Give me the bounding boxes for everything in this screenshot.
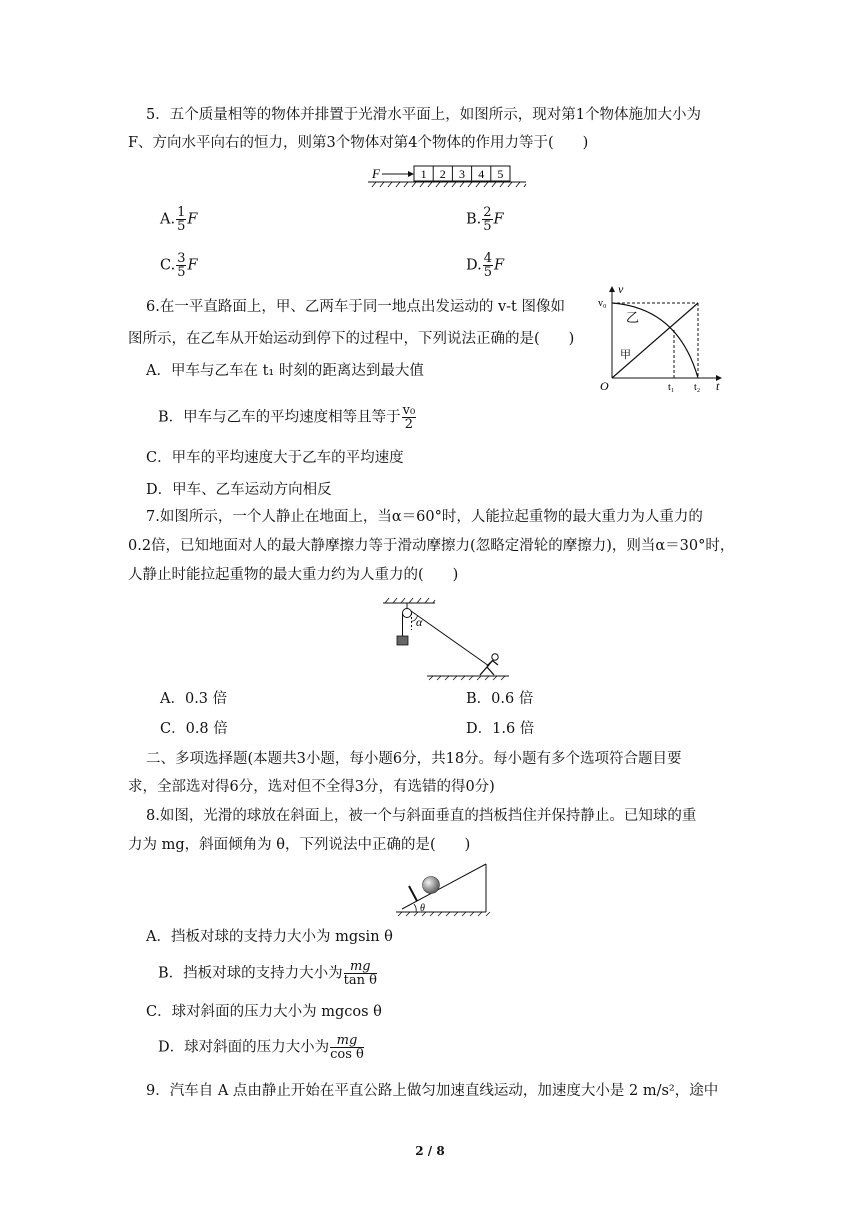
q8-option-b[interactable]: B．挡板对球的支持力大小为 $\frac{mg}{\text{tan θ}}$ bbox=[158, 959, 377, 988]
q6-option-b[interactable]: B．甲车与乙车的平均速度相等且等于 $\frac{\text{v₀}}{2}$ bbox=[158, 403, 416, 432]
theta-label: θ bbox=[420, 903, 425, 914]
q7-stem-line1: 7.如图所示，一个人静止在地面上，当α＝60°时，人能拉起重物的最大重力为人重力的 bbox=[146, 509, 703, 525]
q6-stem-line1: 6.在一平直路面上，甲、乙两车于同一地点出发运动的 v-t 图像如 bbox=[146, 299, 565, 315]
block-2: 2 bbox=[439, 167, 446, 181]
block-3: 3 bbox=[459, 167, 465, 181]
v0-label: v₀ bbox=[598, 298, 607, 309]
block-1: 1 bbox=[420, 167, 427, 181]
q5-stem-line1: 5．五个质量相等的物体并排置于光滑水平面上，如图所示，现对第1个物体施加大小为 bbox=[146, 107, 701, 123]
origin-label: O bbox=[600, 379, 609, 393]
q5-stem-line2: F、方向水平向右的恒力，则第3个物体对第4个物体的作用力等于( ) bbox=[128, 135, 589, 151]
t2-label: t₂ bbox=[694, 382, 701, 393]
q7-option-d[interactable]: D．1.6 倍 bbox=[466, 721, 535, 737]
t-axis-label: t bbox=[716, 379, 720, 393]
q7-stem-line2: 0.2倍，已知地面对人的最大静摩擦力等于滑动摩擦力(忽略定滑轮的摩擦力)，则当α＝30°时， bbox=[128, 538, 735, 554]
q6-option-a[interactable]: A．甲车与乙车在 t₁ 时刻的距离达到最大值 bbox=[146, 363, 424, 379]
q6-vt-graph bbox=[598, 284, 728, 394]
q5-blocks-figure bbox=[368, 163, 528, 189]
page-number: 2 / 8 bbox=[415, 1144, 445, 1158]
block-4: 4 bbox=[478, 167, 485, 181]
q8-option-c[interactable]: C．球对斜面的压力大小为 mgcos θ bbox=[146, 1004, 382, 1020]
q8-stem-line2: 力为 mg，斜面倾角为 θ，下列说法中正确的是( ) bbox=[128, 837, 471, 853]
force-label: F bbox=[372, 166, 380, 181]
q5-option-a[interactable]: A. $\frac{1}{5}$ F bbox=[160, 205, 198, 234]
section2-heading-line2: 求，全部选对得6分，选对但不全得3分，有选错的得0分) bbox=[128, 779, 495, 795]
q8-stem-line1: 8.如图，光滑的球放在斜面上，被一个与斜面垂直的挡板挡住并保持静止。已知球的重 bbox=[146, 808, 697, 824]
section2-heading: 二、多项选择题(本题共3小题，每小题6分，共18分。每小题有多个选项符合题目要 bbox=[146, 751, 682, 767]
q6-option-d[interactable]: D．甲车、乙车运动方向相反 bbox=[146, 482, 332, 498]
q8-incline-figure bbox=[394, 862, 496, 918]
v-axis-label: v bbox=[618, 282, 624, 296]
q5-option-b[interactable]: B. $\frac{2}{5}$ F bbox=[466, 205, 504, 234]
q8-option-d[interactable]: D．球对斜面的压力大小为 $\frac{mg}{\text{cos θ}}$ bbox=[158, 1033, 364, 1062]
q5-option-d[interactable]: D. $\frac{4}{5}$ F bbox=[466, 251, 505, 280]
yi-label: 乙 bbox=[626, 310, 640, 325]
q7-stem-line3: 人静止时能拉起重物的最大重力约为人重力的( ) bbox=[128, 567, 459, 583]
q8-option-a[interactable]: A．挡板对球的支持力大小为 mgsin θ bbox=[146, 929, 393, 945]
q5-option-c[interactable]: C. $\frac{3}{5}$ F bbox=[160, 251, 198, 280]
q7-option-b[interactable]: B．0.6 倍 bbox=[466, 691, 534, 707]
q6-stem-line2: 图所示，在乙车从开始运动到停下的过程中，下列说法正确的是( ) bbox=[128, 331, 575, 347]
q7-pulley-figure bbox=[383, 594, 513, 680]
q7-option-c[interactable]: C．0.8 倍 bbox=[160, 721, 228, 737]
jia-label: 甲 bbox=[620, 349, 631, 361]
t1-label: t₁ bbox=[668, 382, 675, 393]
alpha-label: α bbox=[416, 615, 423, 629]
line-jia bbox=[612, 303, 698, 378]
q6-option-c[interactable]: C．甲车的平均速度大于乙车的平均速度 bbox=[146, 450, 404, 466]
q7-option-a[interactable]: A．0.3 倍 bbox=[160, 691, 228, 707]
block-5: 5 bbox=[497, 167, 504, 181]
q9-stem-line1: 9．汽车自 A 点由静止开始在平直公路上做匀加速直线运动，加速度大小是 2 m/s²，途中 bbox=[146, 1083, 719, 1099]
